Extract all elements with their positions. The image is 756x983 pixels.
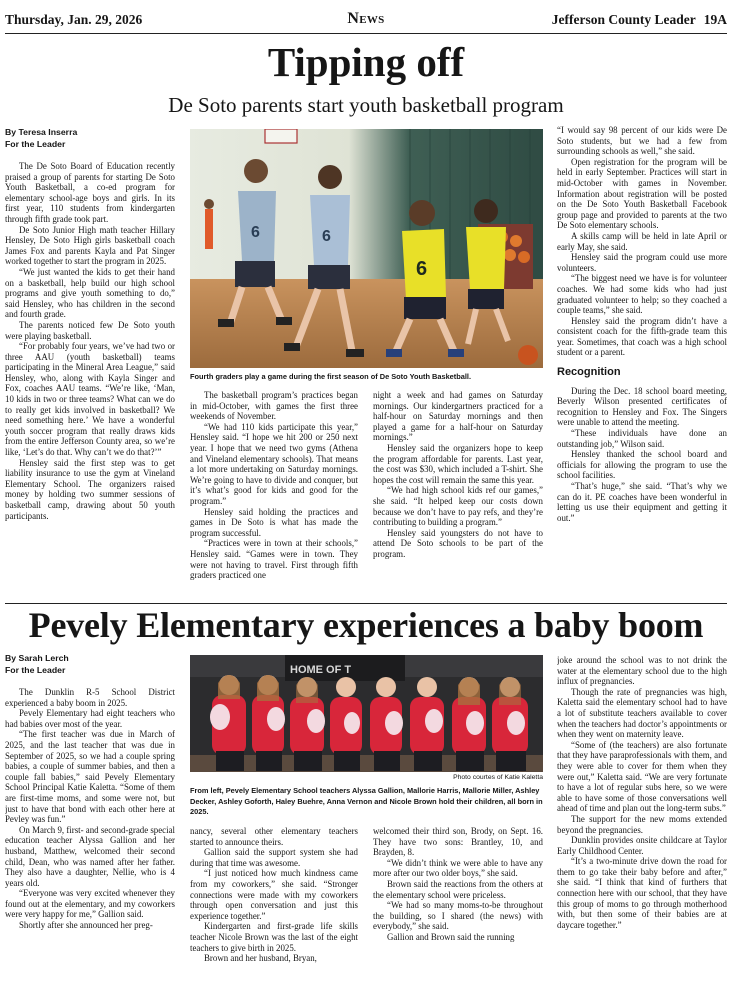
story1-headline: Tipping off [267,39,465,85]
article-paragraph: “These individuals have done an outstanding job,” Wilson said. [557,428,727,449]
article-paragraph: joke around the school was to not drink the water at the elementary school due to the high influx of pregnancies. [557,655,727,687]
photo-credit: Photo courtes of Katie Kaletta [453,774,543,781]
article-paragraph: “I would say 98 percent of our kids were De Soto students, but we had a few from surrounding schools as well,” she said. [557,125,727,157]
article-paragraph: The support for the new moms extended beyond the pregnancies. [557,813,727,835]
article-paragraph: On March 9, first- and second-grade special education teacher Alyssa Gallion and her husband, Matthew, welcomed their second child, Dean, who was named after her father. They also have a daughter, Nellie, who is 4 years old. [5,824,175,888]
article-paragraph: Gallion and Brown said the running [387,931,515,942]
jersey-number-1: 6 [251,224,260,241]
story2-column-2 [190,826,358,977]
story1-byline [5,127,77,150]
article-paragraph: Though the rate of pregnancies was high, Kaletta said the elementary school had to have a lot of substitute teachers available to cover when the teachers had doctor’s appointments or when they went on maternity leave. [557,686,727,740]
article-paragraph: The De Soto Board of Education recently praised a group of parents for starting De Soto Youth Basketball, a co-ed program for elementary school-age boys and girls. In its first year, 110 students from kindergarten through fifth grade took part. [5,161,175,224]
story2-column-1 [5,687,175,977]
teachers-photo-art [190,655,543,772]
article-paragraph: Hensley said the program didn’t have a consistent coach for the fifth-grade team this year. Sometimes, that coach was a high school student or a parent. [557,315,727,358]
article-paragraph: During the Dec. 18 school board meeting, Beverly Wilson presented certificates of recognition to Hensley and Fox. The Singers were unable to attend the meeting. [557,385,727,428]
article-paragraph: Hensley said holding the practices and games in De Soto is what has made the program successful. [190,506,358,538]
article-paragraph: “Some of (the teachers) are also fortunate that they have paraprofessionals with them, and they were able to cover for them when they were out,” Kaletta said. “We are very fortunate to have a lot of regular subs here, so we were able to have some of those conversations well ahead of time and plan out the long-term subs.” [557,739,727,814]
article-paragraph: A skills camp will be held in late April or early May, she said. [557,230,727,252]
article-paragraph: welcomed their third son, Brody, on Sept. 16. They have two sons: Brantley, 10, and Brayden, 8. [373,826,543,858]
article-paragraph: The parents noticed few De Soto youth were playing basketball. [5,319,175,341]
article-paragraph: The basketball program’s practices began in mid-October, with games the first three weekends of November. [190,390,358,422]
article-paragraph: “The first teacher was due in March of 2025, and the last teacher that was due in September of 2025, so we had a couple spring babies, a couple of summer babies, and then a couple fall babies,” said Pevely Elementary School Principal Katie Kaletta. “Some of them are first-time moms, and some were not, but just to have that bond with each other here at Pevley was fun.” [5,729,175,825]
article-paragraph: Kindergarten and first-grade life skills teacher Nicole Brown was the last of the eight teachers to give birth in 2025. [190,921,358,953]
article-paragraph: “I just noticed how much kindness came from my coworkers,” she said. “Stronger connections were made with my coworkers through open conversation and just this experience together.” [190,868,358,921]
page-header [5,12,727,34]
article-paragraph: Hensley said the first step was to get liability insurance to use the gym at Vineland Elementary School. The organizers raised money by holding two summer sessions of basketball camp, drawing about 50 youth participants. [5,457,175,521]
article-paragraph: Hensley said the program could use more volunteers. [557,252,727,273]
story1-column-4 [557,125,727,602]
gym-banner-text: HOME OF T [290,664,352,676]
jersey-number-2: 6 [322,228,331,245]
story1-author: By Teresa Inserra [5,127,78,137]
article-paragraph: “We had 110 kids participate this year,” Hensley said. “I hope we hit 200 or 250 next year. I hope that we need two gyms (Athena and Vineland elementary schools). That means a lot more undertaking on Saturday mornings. We’re going to have to divide and conquer, but it’s what’s good for kids and good for the program.” [190,421,358,506]
article-paragraph: “We had so many moms-to-be throughout the building, so I shared (the news) with everybody,” she said. [373,900,543,932]
article-paragraph: Pevely Elementary had eight teachers who had babies over most of the year. [5,708,175,729]
article-paragraph: “That’s huge,” she said. “That’s why we can do it. PE coaches have been wonderful in letting us use their equipment and getting it out.” [557,481,727,523]
basketball-photo [190,129,543,368]
story2-photo-caption: From left, Pevely Elementary School teachers Alyssa Gallion, Mallorie Harris, Mallorie Miller, Ashley Decker, Ashley Goforth, Haley Buehre, Anna Vernon and Nicole Brown hold their children, all born in 2025. [190,786,543,816]
story1-subhead: De Soto parents start youth basketball program [168,93,564,117]
story2-byline [5,653,69,676]
story1-column-3 [373,390,543,602]
basketball-photo-art [190,129,543,368]
article-paragraph: Shortly after she announced her preg- [19,920,153,931]
section-name: News [347,10,385,27]
article-paragraph: Hensley said youngsters do not have to attend De Soto schools to be part of the program. [373,527,543,559]
page-number: 19A [703,12,727,27]
story1-author-org: For the Leader [5,138,66,149]
story1-column-1 [5,161,175,601]
article-paragraph: “It’s a two-minute drive down the road for them to go take their baby before and after,” she said. “I think that kind of furthers that connection here with our school, that they have this group of moms to go through motherhood with, but then some of their babies are at daycare together.” [557,856,727,930]
teachers-photo [190,655,543,772]
paper-name [552,12,727,28]
article-paragraph: night a week and had games on Saturday mornings. Our kindergartners practiced for a half-hour on Saturday mornings and then played a game for a half-hour on Saturday mornings.” [373,390,543,443]
issue-date: Thursday, Jan. 29, 2026 [5,12,143,27]
story1-column-4-bottom [557,386,727,524]
article-paragraph: “Practices were in town at their schools,” Hensley said. “Games were in town. They were not having to travel. First through fifth graders practiced one [190,538,358,581]
story1-column-2 [190,390,358,602]
article-paragraph: “The biggest need we have is for volunteer coaches. We had some kids who had just graduated volunteer to help; so they coached a couple teams,” she said. [557,273,727,316]
article-paragraph: “We just wanted the kids to get their hand on a basketball, help build our high school programs and give youth something to do,” said Hensley, who has children in the second and fourth grade. [5,266,175,320]
article-paragraph: nancy, several other elementary teachers started to announce theirs. [190,826,358,847]
article-paragraph: Brown said the reactions from the others at the elementary school were priceless. [373,878,543,900]
story2-headline: Pevely Elementary experiences a baby boom [28,605,704,645]
article-paragraph: Open registration for the program will be held in early September. Practices will start in mid-October with games in November. Information about registration will be posted on the De Soto Youth Basketball Facebook group page and provided to parents at the two De Soto elementary schools. [557,156,727,231]
story2-author-org: For the Leader [5,664,66,675]
article-paragraph: Gallion said the support system she had during that time was awesome. [190,847,358,868]
story2-column-4 [557,655,727,977]
story1-photo-caption: Fourth graders play a game during the first season of De Soto Youth Basketball. [190,372,472,381]
recognition-subhead: Recognition [557,366,621,379]
article-paragraph: Dunklin provides onsite childcare at Taylor Early Childhood Center. [557,835,727,856]
story1-column-4-top [557,125,727,358]
jersey-number-3: 6 [416,258,428,280]
article-paragraph: “We didn’t think we were able to have any more after our two older boys,” she said. [373,857,543,879]
article-paragraph: Hensley said the organizers hope to keep the program affordable for parents. Last year, the cost was $30, which included a T-shirt. She hopes the cost will remain the same this year. [373,442,543,485]
story2-author: By Sarah Lerch [5,653,69,663]
article-paragraph: The Dunklin R-5 School District experienced a baby boom in 2025. [5,687,175,708]
story2-column-3 [373,826,543,977]
article-paragraph: “We had high school kids ref our games,” she said. “It helped keep our costs down because we don’t have to pay refs, and they’re contributing to building a program.” [373,485,543,528]
article-paragraph: Brown and her husband, Bryan, [204,953,317,964]
article-paragraph: Hensley thanked the school board and officials for allowing the program to use the school facilities. [557,449,727,481]
article-paragraph: “For probably four years, we’ve had two or three AAU (youth basketball) teams participating in the Mineral Area League,” said Hensley, who, along with Kayla Singer and Fox, coaches AAU teams. “We’re like, ‘Man, 10 kids in two or three teams? What can we do to really get kids involved in basketball? We need something here.’ We have a wonderful youth soccer program that really draws kids from the entire Jefferson County area, so we’re like, ‘Let’s do that. Why can’t we do that?’” [5,341,175,458]
article-paragraph: “Everyone was very excited whenever they found out at the elementary, and my coworkers were very happy for me,” Gallion said. [5,888,175,920]
paper-title: Jefferson County Leader [551,12,696,27]
article-paragraph: De Soto Junior High math teacher Hillary Hensley, De Soto High girls basketball coach James Fox and parents Kayla and Pat Singer worked together to start the program in 2025. [5,224,175,267]
